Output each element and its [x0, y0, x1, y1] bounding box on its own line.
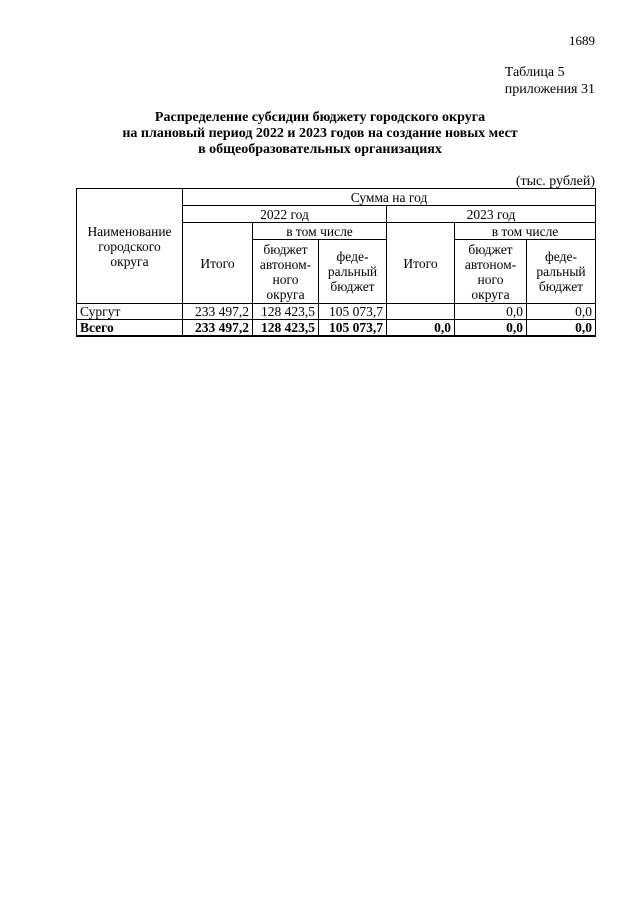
table-reference	[505, 64, 595, 98]
table-row	[77, 304, 596, 320]
header-auto-budget-2022: бюджет автоном-ного округа	[253, 240, 319, 304]
cell-value: 0,0	[455, 304, 527, 320]
cell-value: 0,0	[387, 320, 455, 337]
cell-value: 105 073,7	[319, 304, 387, 320]
subsidy-table	[76, 188, 596, 337]
title-line-2: на плановый период 2022 и 2023 годов на создание новых мест	[122, 126, 518, 141]
document-title	[0, 110, 640, 158]
cell-value: 128 423,5	[253, 320, 319, 337]
units-label: (тыс. рублей)	[515, 174, 595, 189]
header-auto-budget-2023: бюджет автоном-ного округа	[455, 240, 527, 304]
cell-value: 0,0	[527, 320, 596, 337]
header-sum: Сумма на год	[183, 189, 596, 206]
cell-value: 128 423,5	[253, 304, 319, 320]
header-fed-budget-2022: феде-ральный бюджет	[319, 240, 387, 304]
header-total-2022: Итого	[183, 223, 253, 304]
cell-value: 0,0	[455, 320, 527, 337]
page-number: 1689	[569, 33, 595, 48]
header-year-2023: 2023 год	[387, 206, 596, 223]
row-name: Всего	[77, 320, 183, 337]
header-including-2023: в том числе	[455, 223, 596, 240]
cell-value: 105 073,7	[319, 320, 387, 337]
cell-value: 233 497,2	[183, 304, 253, 320]
header-including-2022: в том числе	[253, 223, 387, 240]
header-year-2022: 2022 год	[183, 206, 387, 223]
title-line-1: Распределение субсидии бюджету городского округа	[154, 110, 486, 125]
appendix-number: приложения 31	[504, 82, 595, 97]
title-line-3: в общеобразовательных организациях	[198, 142, 442, 157]
table-number: Таблица 5	[504, 65, 565, 80]
cell-value	[387, 304, 455, 320]
header-total-2023: Итого	[387, 223, 455, 304]
header-fed-budget-2023: феде-ральный бюджет	[527, 240, 596, 304]
row-name: Сургут	[77, 304, 183, 320]
header-name: Наименование городского округа	[77, 189, 183, 304]
cell-value: 0,0	[527, 304, 596, 320]
cell-value: 233 497,2	[183, 320, 253, 337]
table-row-total	[77, 320, 596, 337]
